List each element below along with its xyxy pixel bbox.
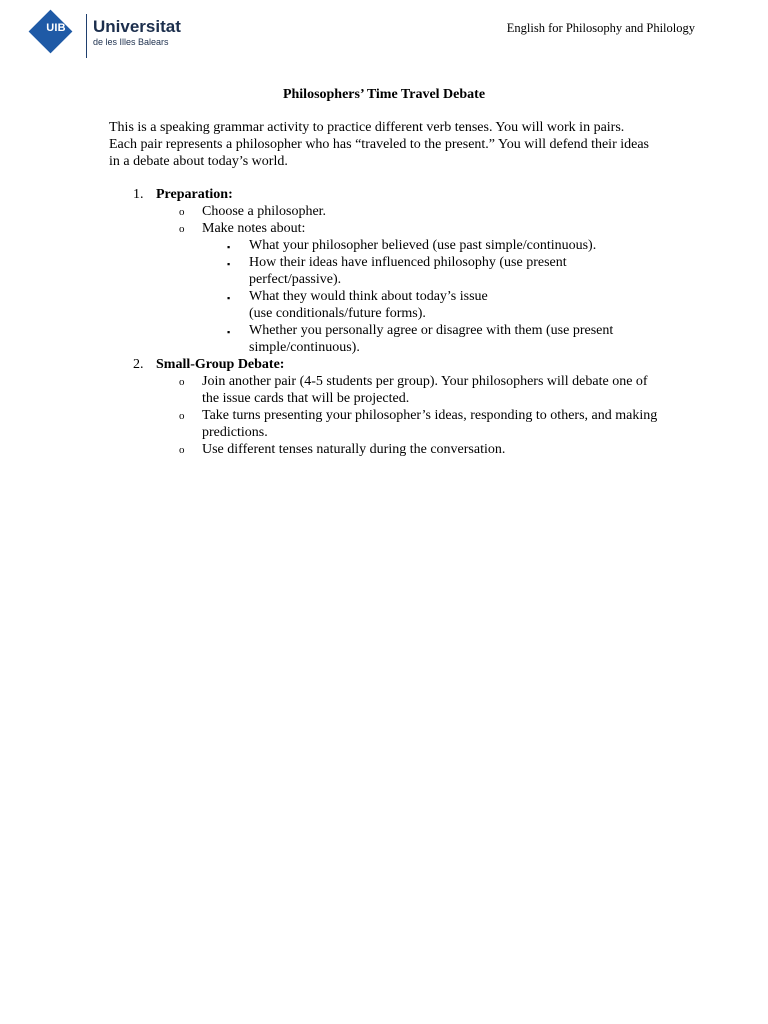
hollow-bullet-icon: o <box>179 410 185 422</box>
sub-list-item-text: Whether you personally agree or disagree with them (use present simple/continuous). <box>249 323 614 355</box>
sub-list-item-text <box>249 288 659 322</box>
sub-list-item <box>0 237 768 254</box>
hollow-bullet-icon: o <box>179 206 185 218</box>
activity-steps <box>0 186 768 458</box>
sub-list-item-text: How their ideas have influenced philosophy (use present perfect/passive). <box>249 255 567 287</box>
hollow-bullet-icon: o <box>179 444 185 456</box>
sub-list-item <box>0 288 768 322</box>
list-item <box>0 407 768 441</box>
sub-list-item <box>0 254 768 288</box>
step-label: Small-Group Debate: <box>156 357 285 372</box>
sub-list-item-line2: (use conditionals/future forms). <box>249 306 426 321</box>
logo-subtitle: de les Illes Balears <box>93 37 169 47</box>
logo-mark: UIB <box>46 22 66 34</box>
sub-list-item <box>0 322 768 356</box>
hollow-bullet-icon: o <box>179 223 185 235</box>
list-item <box>0 373 768 407</box>
logo-divider <box>86 14 87 58</box>
step-small-group-debate <box>0 356 768 373</box>
list-item <box>0 441 768 458</box>
square-bullet-icon: ▪ <box>227 327 231 337</box>
square-bullet-icon: ▪ <box>227 259 231 269</box>
document-title: Philosophers’ Time Travel Debate <box>282 87 486 102</box>
list-item-text: Make notes about: <box>202 221 306 236</box>
square-bullet-icon: ▪ <box>227 293 231 303</box>
sub-list-item-line1: What they would think about today’s issue <box>249 289 488 304</box>
step-preparation <box>0 186 768 203</box>
square-bullet-icon: ▪ <box>227 242 231 252</box>
course-header: English for Philosophy and Philology <box>506 21 695 35</box>
university-logo <box>31 14 191 60</box>
step-number: 1. <box>133 187 144 202</box>
list-item-text: Take turns presenting your philosopher’s ideas, responding to others, and making predictions. <box>202 408 658 440</box>
list-item <box>0 220 768 237</box>
logo-name: Universitat <box>93 17 181 36</box>
sub-list-item-text: What your philosopher believed (use past simple/continuous). <box>249 238 597 253</box>
step-number: 2. <box>133 357 144 372</box>
step-label: Preparation: <box>156 187 233 202</box>
hollow-bullet-icon: o <box>179 376 185 388</box>
list-item-text: Use different tenses naturally during the conversation. <box>202 442 506 457</box>
intro-paragraph: This is a speaking grammar activity to practice different verb tenses. You will work in pairs. Each pair represents a philosopher who has “traveled to the present.” You will defend their ideas in a debate about today’s world. <box>109 120 649 169</box>
list-item <box>0 203 768 220</box>
list-item-text: Choose a philosopher. <box>202 204 327 219</box>
list-item-text: Join another pair (4-5 students per group). Your philosophers will debate one of the issue cards that will be projected. <box>202 374 648 406</box>
